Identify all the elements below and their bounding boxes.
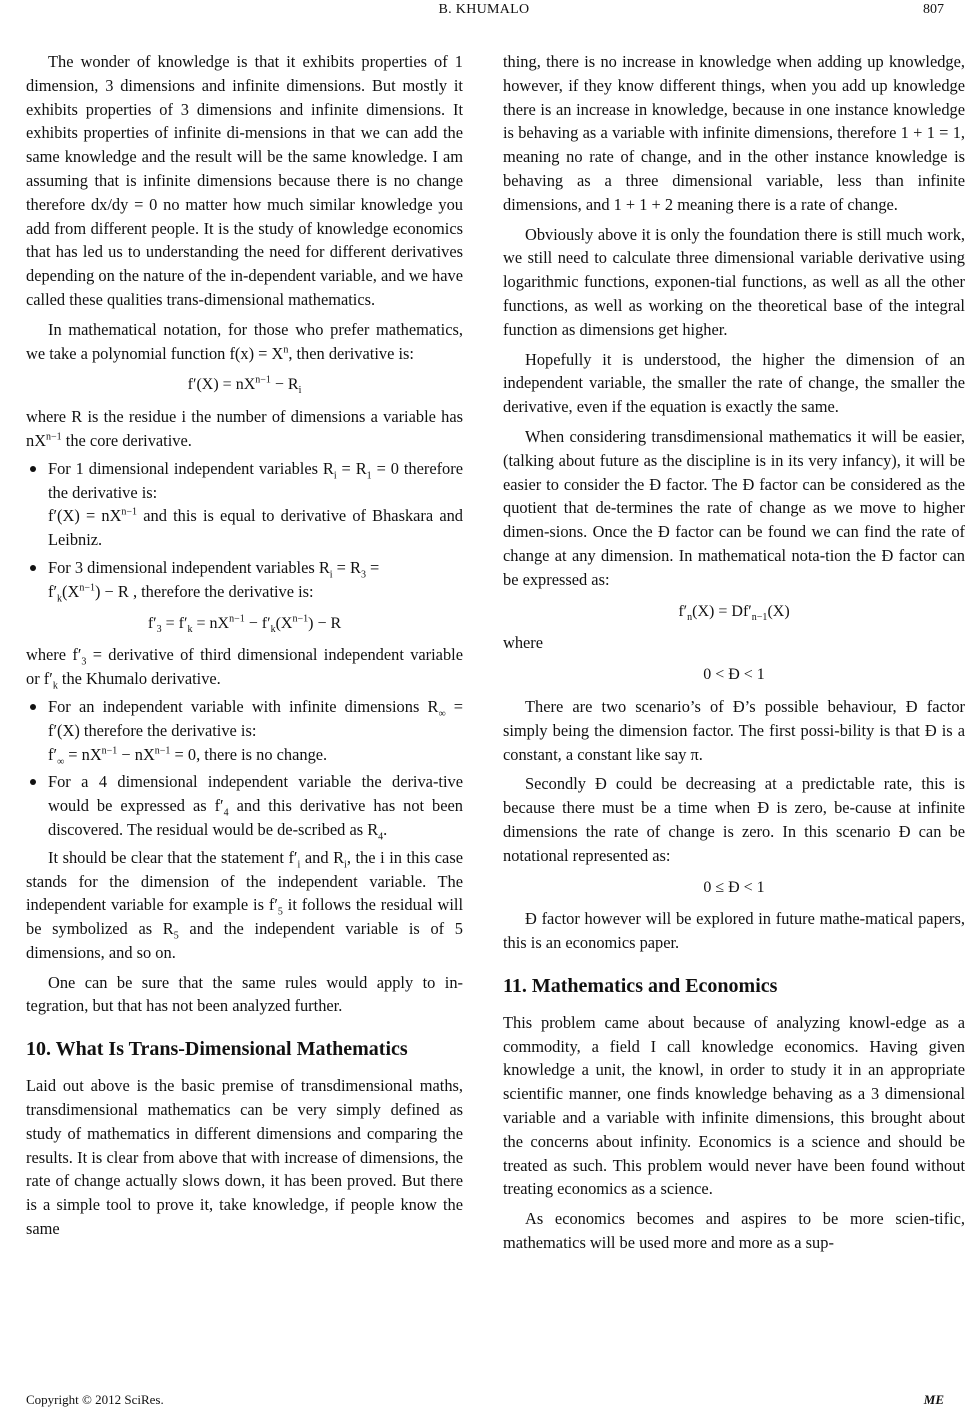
left-column <box>26 50 463 1241</box>
equation: 0 < Đ < 1 <box>703 666 765 684</box>
paragraph: One can be sure that the same rules would apply to in-tegration, but that has not been analyzed further. <box>26 972 463 1016</box>
paragraph: This problem came about because of analyzing knowl-edge as a commodity, a field I call knowledge economics. Having given knowledge a unit, the knowl, in order to study it in an appropriate scientific manner, one finds knowledge behaving as a 3 dimensional variable and a variable with infinite dimensions, this brought about the concerns about infinity. Economics is a science and should be treated as such. This problem would never have been found without treating economics as a science. <box>503 1012 965 1199</box>
bullet-list <box>26 457 463 604</box>
equation: $f'_n(X) = Df'_{n-1}(X)$ <box>678 602 790 623</box>
equation: $f'(X) = nX^{n-1} - R_i$ <box>187 375 302 397</box>
paragraph: where $f'_3$ = derivative of third dimensional independent variable or $f'_k$ the Khumalo derivative. <box>26 645 463 692</box>
list-item: For 3 dimensional independent variables $R_i = R_3$ = $f'_k(X^{n-1}) - R$ , therefore the derivative is: <box>26 556 463 604</box>
paragraph: Đ factor however will be explored in future mathe-matical papers, this is an economics paper. <box>503 909 965 953</box>
paragraph: Obviously above it is only the foundation there is still much work, we still need to calculate three dimensional variable derivative using logarithmic functions, exponen-tial functions, as well as all the other functions, as well as working on the theoretical base of the integral function as dimensions get higher. <box>503 224 965 339</box>
list-item: For an independent variable with infinite dimensions $R_\infty = f'(X)$ therefore the derivative is: $f'_\infty = nX^{n-1} - nX^{n-1} = 0$, there is no change. <box>26 695 463 766</box>
paragraph: It should be clear that the statement $f'_i$ and $R_i$, the i in this case stands for the dimension of the independent variable. The independent variable for example is $f'_5$ it follows the residual will be symbolized as $R_5$ and the independent variable is of 5 dimensions, and so on. <box>26 847 463 962</box>
page-number: 807 <box>923 2 944 17</box>
bullet-icon <box>30 779 36 785</box>
paragraph: As economics becomes and aspires to be more scien-tific, mathematics will be used more and more as a sup- <box>503 1209 965 1253</box>
equation: 0 ≤ Đ < 1 <box>703 878 765 896</box>
journal-abbreviation: ME <box>923 1392 944 1407</box>
paragraph: thing, there is no increase in knowledge when adding up knowledge, however, if they know different things, when you add up knowledge there is an increase in knowledge, because in one instance knowledge is behaving as a variable with infinite dimensions, therefore 1 + 1 = 1, meaning no rate of change, and in the other instance knowledge is behaving as a three dimensional variable, less than infinite dimensions, and 1 + 1 + 2 meaning there is a rate of change. <box>503 52 965 214</box>
paragraph: When considering transdimensional mathematics it will be easier, (talking about future as the discipline is in its very infancy), it will be easier to consider the Đ factor. The Đ factor can be considered as the quotient that de-termines the rate of change as we move to higher dimen-sions. Once the Đ factor can be found we can find the rate of change at any dimension. In mathematical nota-tion the Đ factor can be expressed as: <box>503 426 965 589</box>
bullet-icon <box>30 466 36 472</box>
bullet-icon <box>30 565 36 571</box>
paragraph: Laid out above is the basic premise of transdimensional maths, transdimensional mathematics can be very simply defined as study of mathematics in different dimensions and comparing the results. It is clear from above that with increase of dimensions, the rate of change actually slows down, it has been proved. But there is a simple tool to prove it, take knowledge, if people know the same <box>26 1076 463 1239</box>
paragraph: There are two scenario’s of Đ’s possible behaviour, Đ factor simply being the dimension factor. The first possi-bility is that Đ is a constant, a constant like say π. <box>503 696 965 764</box>
paragraph: The wonder of knowledge is that it exhibits properties of 1 dimension, 3 dimensions and infinite dimensions. But mostly it exhibits properties of 3 dimensions and infinite dimensions. It exhibits properties of infinite di-mensions in that we can add the same knowledge and the result will be the same knowledge. I am assuming that is infinite dimensions because there is no change therefore dx/dy = 0 no matter how much similar knowledge you add from different people. It is the study of knowledge economics that has led us to understanding the need for different derivatives depending on the nature of the in-dependent variable, and we have called these qualities trans-dimensional mathematics. <box>26 52 463 309</box>
bullet-list <box>26 695 463 842</box>
section-heading: 10. What Is Trans-Dimensional Mathematics <box>26 1038 408 1061</box>
equation: $f'_3 = f'_k = nX^{n-1} - f'_k(X^{n-1}) - R$ <box>147 613 342 635</box>
paragraph: Secondly Đ could be decreasing at a predictable rate, this is because there must be a time when Đ is zero, be-cause at infinite dimensions the rate of change is zero. In this scenario Đ can be notational represented as: <box>503 774 965 865</box>
section-heading: 11. Mathematics and Economics <box>503 974 778 997</box>
paragraph: In mathematical notation, for those who prefer mathematics, we take a polynomial function $f(x) = X^n$, then derivative is: <box>26 319 463 363</box>
right-column <box>503 50 965 1255</box>
paragraph: where R is the residue i the number of dimensions a variable has $nX^{n-1}$ the core derivative. <box>26 407 463 450</box>
copyright-footer: Copyright © 2012 SciRes. <box>26 1392 164 1407</box>
list-item: For 1 dimensional independent variables $R_i = R_1 = 0$ therefore the derivative is: $f'(X) = nX^{n-1}$ and this is equal to derivative of Bhaskara and Leibniz. <box>26 457 463 552</box>
running-header-author: B. KHUMALO <box>438 2 530 17</box>
paragraph: where <box>503 633 544 653</box>
list-item: For a 4 dimensional independent variable the deriva-tive would be expressed as $f'_4$ and this derivative has not been discovered. The residual would be de-scribed as $R_4$. <box>26 770 463 841</box>
paragraph: Hopefully it is understood, the higher the dimension of an independent variable, the smaller the rate of change, the smaller the derivative, even if the equation is exactly the same. <box>503 349 965 417</box>
bullet-icon <box>30 704 36 710</box>
